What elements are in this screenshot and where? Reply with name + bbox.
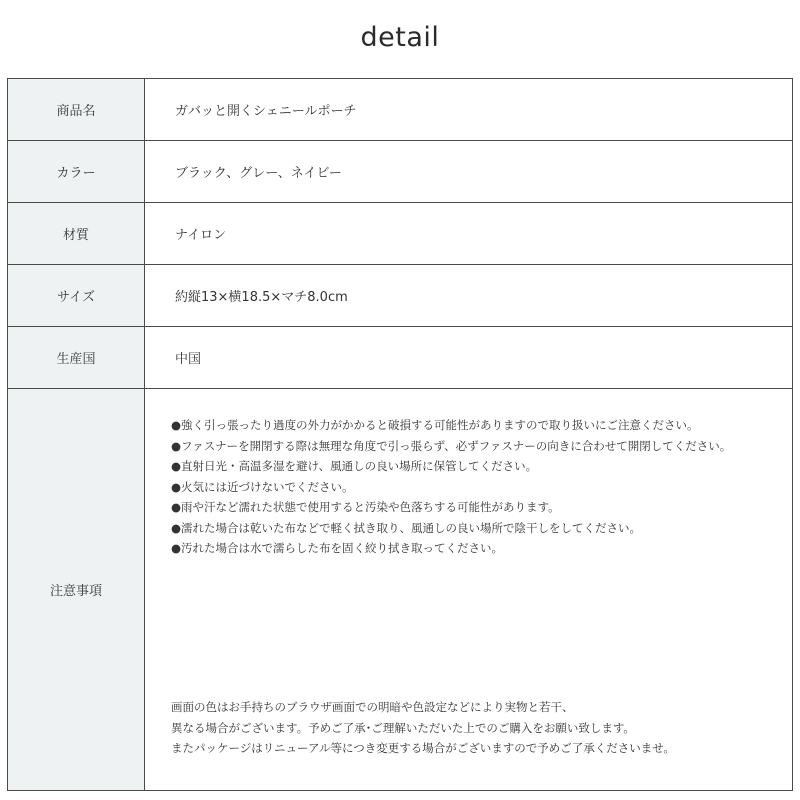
row-label-color: カラー	[8, 141, 145, 203]
row-value-size: 約縦13×横18.5×マチ8.0cm	[145, 265, 793, 327]
disclaimer-line: 異なる場合がございます。予めご了承･ご理解いただいた上でのご購入をお願い致します。	[171, 720, 635, 735]
note-item: ●濡れた場合は乾いた布などで軽く拭き取り、風通しの良い場所で陰干しをしてください。	[171, 520, 642, 535]
notes-cell	[145, 389, 793, 791]
page-title: detail	[360, 22, 440, 53]
row-value-color: ブラック、グレー、ネイビー	[145, 141, 793, 203]
note-item: ●火気には近づけないでください。	[171, 479, 354, 494]
note-item: ●強く引っ張ったり過度の外力がかかると破損する可能性がありますので取り扱いにご注意ください。	[171, 418, 699, 432]
notes-list	[171, 415, 731, 559]
table-row	[8, 203, 793, 265]
table-row	[8, 79, 793, 141]
note-item: ●雨や汗など濡れた状態で使用すると汚染や色落ちする可能性があります。	[171, 500, 560, 514]
disclaimer-line: 画面の色はお手持ちのブラウザ画面での明暗や色設定などにより実物と若干、	[171, 700, 574, 714]
row-value-material: ナイロン	[145, 203, 793, 265]
table-row	[8, 265, 793, 327]
disclaimer-line: またパッケージはリニューアル等につき変更する場合がございますので予めご了承くださいませ。	[171, 741, 675, 755]
note-item: ●直射日光・高温多湿を避け、風通しの良い場所に保管してください。	[171, 459, 538, 473]
row-label-notes: 注意事項	[8, 389, 145, 791]
table-row-notes	[8, 389, 793, 791]
product-detail-table	[7, 78, 793, 791]
table-row	[8, 327, 793, 389]
row-label-product-name: 商品名	[8, 79, 145, 141]
note-item: ●汚れた場合は水で濡らした布を固く絞り拭き取ってください。	[171, 541, 504, 555]
row-value-country: 中国	[145, 327, 793, 389]
note-item: ●ファスナーを開閉する際は無理な角度で引っ張らず、必ずファスナーの向きに合わせて開閉してください。	[171, 438, 732, 453]
row-label-material: 材質	[8, 203, 145, 265]
table-row	[8, 141, 793, 203]
row-value-product-name: ガバッと開くシェニールポーチ	[145, 79, 793, 141]
disclaimer-text	[171, 697, 675, 759]
row-label-size: サイズ	[8, 265, 145, 327]
row-label-country: 生産国	[8, 327, 145, 389]
